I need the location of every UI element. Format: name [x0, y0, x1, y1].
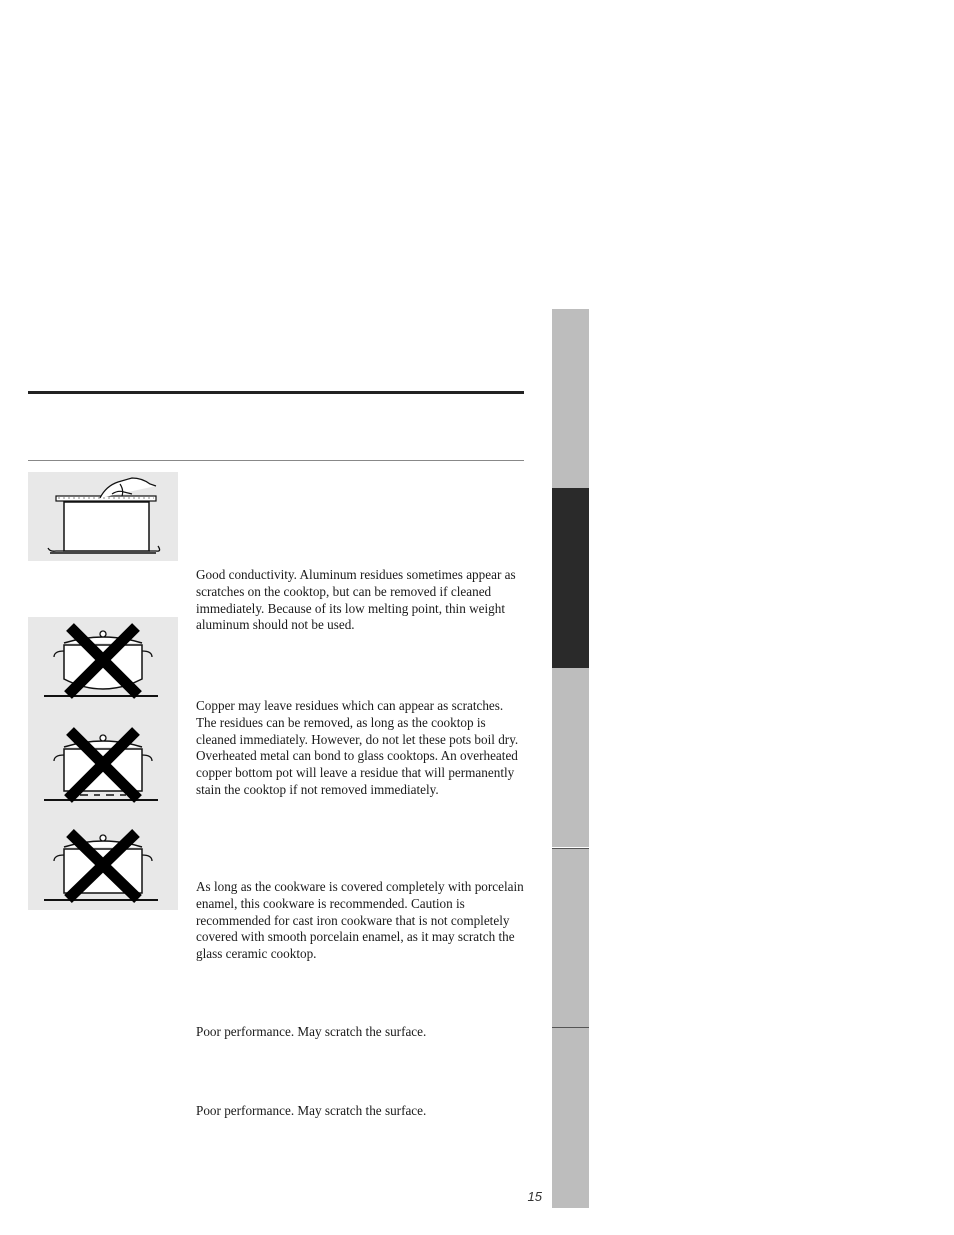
stoneware-description: Poor performance. May scratch the surface.: [196, 1103, 427, 1118]
section-divider-thin: [28, 460, 524, 461]
aluminum-description: Good conductivity. Aluminum residues sometimes appear as scratches on the cooktop, but can be removed if cleaned immediately. Because of its low melting point, thin weight aluminum should not be used.: [196, 567, 516, 633]
side-tab-1: [552, 309, 589, 488]
side-tab-4: [552, 848, 589, 1027]
pot-oversized-icon: [44, 833, 158, 900]
pot-uneven-bottom-icon: [44, 731, 158, 800]
page-number: 15: [527, 1189, 542, 1204]
side-tab-5: [552, 1027, 589, 1208]
porcelain-enamel-description: As long as the cookware is covered completely with porcelain enamel, this cookware is recommended. Caution is recommended for cast iron cookware that is not completely covered with smooth porcelain enamel, as it may scratch the glass ceramic cooktop.: [196, 879, 524, 962]
side-tab-2-active: [552, 488, 589, 668]
side-tab-3: [552, 668, 589, 847]
section-divider-thick: [28, 391, 524, 394]
pan-flatness-illustration: [28, 472, 178, 561]
copper-description: Copper may leave residues which can appear as scratches. The residues can be removed, as long as the cooktop is cleaned immediately. However, do not let these pots boil dry. Overheated metal can bond to glass cooktops. An overheated copper bottom pot will leave a residue that will permanently stain the cooktop if not removed immediately.: [196, 698, 519, 797]
pot-curved-bottom-icon: [44, 627, 158, 696]
warped-pot-illustration: [28, 617, 178, 910]
glass-ceramic-description: Poor performance. May scratch the surface.: [196, 1024, 427, 1039]
